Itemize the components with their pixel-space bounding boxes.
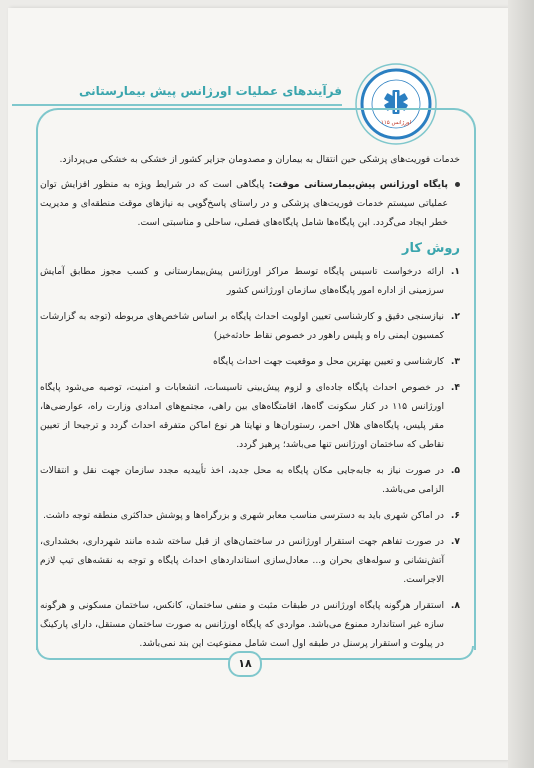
step-number: ۷. bbox=[450, 536, 460, 547]
list-item bbox=[40, 352, 460, 371]
list-item bbox=[40, 378, 460, 454]
step-text: کارشناسی و تعیین بهترین محل و موقعیت جهت احداث پایگاه bbox=[213, 356, 444, 367]
list-item bbox=[40, 596, 460, 653]
list-item bbox=[40, 461, 460, 499]
bullet-text: پایگاهی است که در شرایط ویژه به منظور افزایش توان عملیاتی سیستم خدمات فوریت‌های پزشکی و در راستای پاسخ‌گویی به نیازهای موقت منطقه‌ای و مدیریت خطر ایجاد می‌گردد. این پایگاه‌ها شامل پایگاه‌های فصلی، ساحلی و مناسبتی است. bbox=[40, 179, 448, 228]
list-item bbox=[40, 307, 460, 345]
step-text: در خصوص احداث پایگاه جاده‌ای و لزوم پیش‌بینی تاسیسات، انشعابات و امنیت، توصیه می‌شود پایگاه اورژانس ۱۱۵ در کنار سکونت گاه‌ها، اقامتگاه‌های بین راهی، مجتمع‌های امدادی وزارت راه، عوارضی‌ها، مقر پلیس، پایگاه‌های هلال احمر، رستوران‌ها و نهایتا هر نوع اماکن متفرقه احداث گردد و ترجیحا از تعیین نقاطی که ساختمان اورژانس تنها می‌باشد؛ پرهیز گردد. bbox=[40, 382, 445, 450]
intro-paragraph: خدمات فوریت‌های پزشکی حین انتقال به بیماران و مصدومان جزایر کشور از خشکی به خشکی می‌پردازد. bbox=[59, 154, 460, 165]
header-title: فرآیندهای عملیات اورژانس پیش بیمارستانی bbox=[79, 84, 342, 98]
bullet-item bbox=[40, 175, 460, 232]
step-number: ۲. bbox=[450, 311, 460, 322]
list-item bbox=[40, 532, 460, 589]
step-number: ۳. bbox=[450, 356, 460, 367]
step-text: ارائه درخواست تاسیس پایگاه توسط مراکز اورژانس پیش‌بیمارستانی و کسب مجوز مطابق آمایش سرزمینی از اداره امور پایگاه‌های سازمان اورژانس کشور bbox=[40, 266, 444, 296]
step-number: ۶. bbox=[450, 510, 460, 521]
step-text: در اماکن شهری باید به دسترسی مناسب معابر شهری و بزرگراه‌ها و پوشش حداکثری منطقه توجه داشت. bbox=[42, 510, 444, 521]
page-content bbox=[40, 150, 460, 660]
page-edge-shadow bbox=[508, 0, 534, 768]
page-number: ۱۸ bbox=[228, 651, 262, 677]
step-number: ۱. bbox=[450, 266, 460, 277]
list-item bbox=[40, 506, 460, 525]
list-item bbox=[40, 262, 460, 300]
step-text: در صورت نیاز به جابه‌جایی مکان پایگاه به محل جدید، اخذ تأییدیه مجدد سازمان جهت نقل و انتقالات الزامی می‌باشد. bbox=[40, 465, 444, 495]
steps-list bbox=[40, 262, 460, 653]
step-number: ۴. bbox=[450, 382, 460, 393]
step-text: استقرار هرگونه پایگاه اورژانس در طبقات مثبت و منفی ساختمان، کانکس، ساختمان مسکونی و هرگونه سازه غیر استاندارد ممنوع می‌باشد. مواردی که پایگاه اورژانس به صورت ساختمان مستقل، دارای پارکینگ در پیلوت و استقرار پرسنل در طبقه اول است شامل ممنوعیت این بند نمی‌باشد. bbox=[40, 600, 444, 649]
section-title: روش کار bbox=[402, 241, 460, 256]
step-number: ۸. bbox=[450, 600, 460, 611]
step-text: در صورت تفاهم جهت استقرار اورژانس در ساختمان‌های از قبل ساخته شده مانند شهرداری، بخشداری، آتش‌نشانی و سوله‌های بحران و... معادل‌سازی استانداردهای احداث پایگاه و توجه به نقشه‌های تیپ لازم الاجراست. bbox=[40, 536, 444, 585]
step-text: نیازسنجی دقیق و کارشناسی تعیین اولویت احداث پایگاه بر اساس شاخص‌های مربوطه (توجه به گزارشات کمسیون ایمنی راه و پلیس راهور در خصوص نقاط حادثه‌خیز) bbox=[40, 311, 444, 341]
step-number: ۵. bbox=[450, 465, 460, 476]
logo-text: اورژانس ۱۱۵ bbox=[380, 120, 412, 126]
bullet-label: پایگاه اورژانس پیش‌بیمارستانی موقت: bbox=[268, 179, 448, 190]
bullet-dot-icon bbox=[455, 182, 460, 187]
header-band bbox=[12, 84, 342, 106]
